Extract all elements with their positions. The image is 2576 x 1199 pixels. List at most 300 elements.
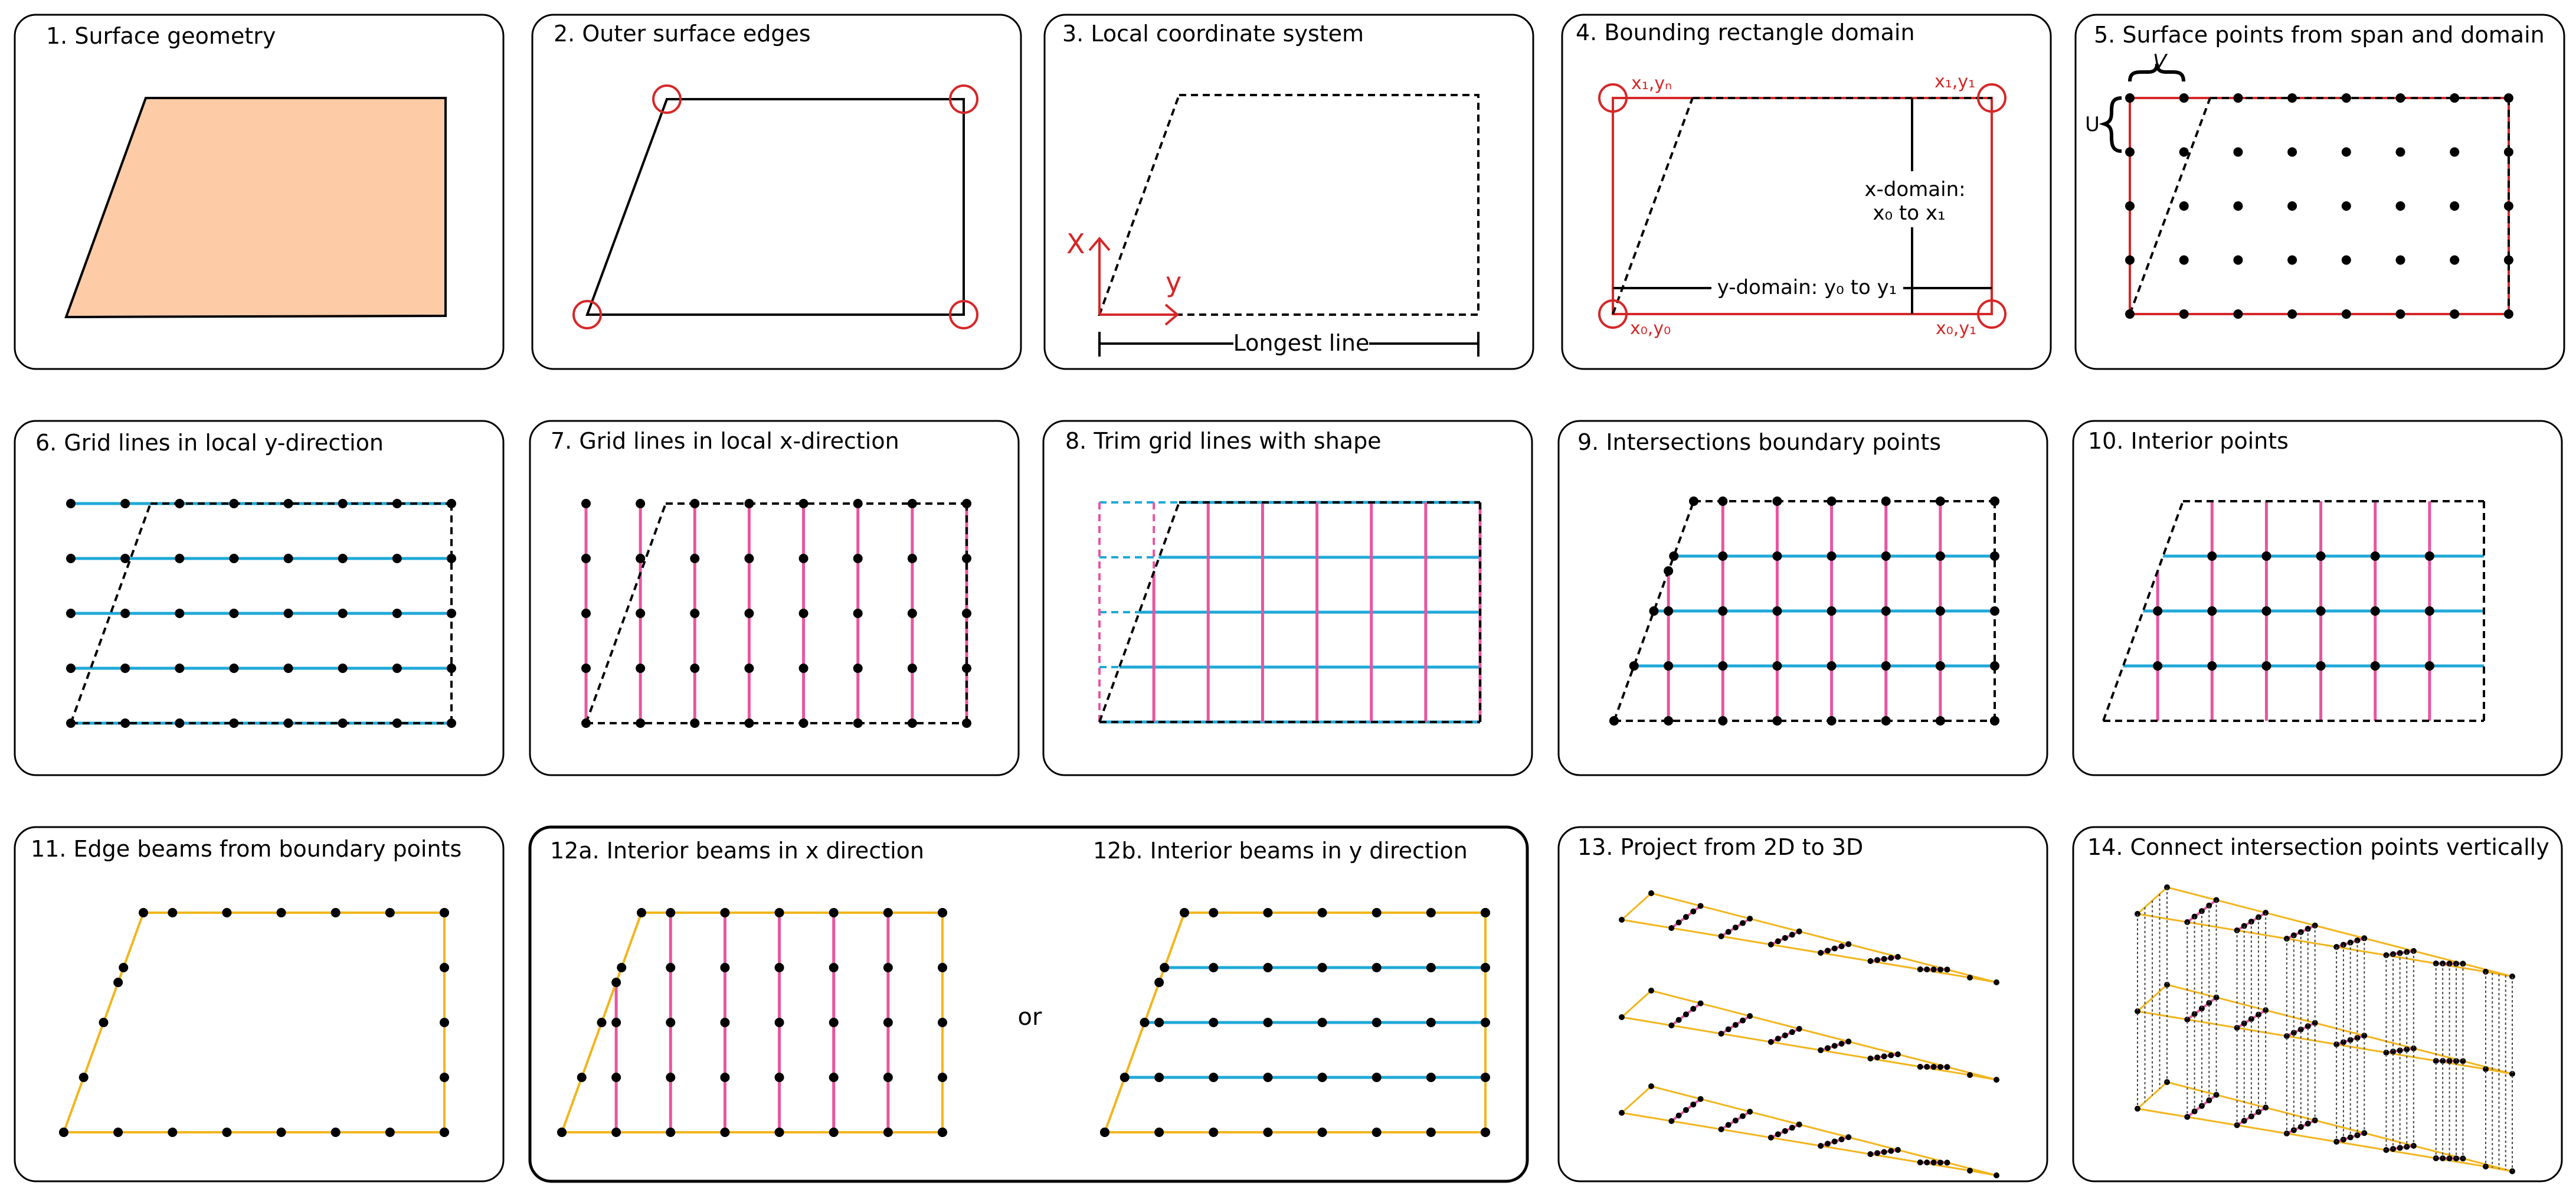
boundary-point — [1481, 908, 1490, 917]
panel-1-title: 1. Surface geometry — [46, 23, 276, 49]
interior-point — [2261, 661, 2271, 671]
panel-12b-title: 12b. Interior beams in y direction — [1093, 838, 1468, 864]
grid-point — [744, 554, 754, 563]
interior-point — [1881, 661, 1891, 671]
layer-point — [1832, 1139, 1838, 1145]
interior-point — [1936, 551, 1945, 561]
grid-point — [2287, 201, 2297, 211]
grid-point — [690, 718, 699, 728]
grid-lines-y-direction — [66, 499, 456, 728]
grid-point — [2233, 256, 2243, 265]
grid-point — [2125, 256, 2135, 265]
boundary-point — [1481, 963, 1490, 972]
layer-point — [1740, 1018, 1746, 1024]
interior-point — [2261, 551, 2271, 561]
grid-point — [581, 499, 591, 508]
panel-2-title: 2. Outer surface edges — [554, 21, 811, 47]
corner-label-bottom-left: x₀,y₀ — [1630, 318, 1671, 339]
grid-point — [229, 718, 238, 728]
axis-y-label: y — [1166, 266, 1182, 298]
layer-point — [1888, 1053, 1894, 1058]
interior-point — [1664, 606, 1673, 616]
grid-point — [229, 664, 238, 673]
boundary-point — [1936, 496, 1945, 506]
grid-point — [447, 664, 456, 673]
layer-point — [1917, 1064, 1923, 1070]
layer-point — [1845, 1038, 1851, 1044]
interior-point — [2371, 661, 2380, 671]
layer-point — [1796, 929, 1802, 935]
layer-point — [1832, 1043, 1838, 1049]
boundary-point — [1664, 566, 1673, 576]
boundary-point — [385, 908, 395, 917]
layer-point — [1931, 1064, 1937, 1070]
boundary-point — [1718, 716, 1727, 726]
layer-point — [1931, 1159, 1937, 1165]
layer-point — [1789, 1029, 1795, 1035]
interior-point — [1664, 661, 1673, 671]
grid-point — [284, 609, 293, 618]
layer-point — [1775, 1035, 1781, 1041]
span-v-label: V — [2153, 50, 2167, 74]
interior-point — [1936, 606, 1945, 616]
grid-point — [2396, 256, 2405, 265]
boundary-point — [597, 1018, 607, 1027]
grid-point — [229, 499, 238, 508]
grid-point — [284, 499, 293, 508]
interior-point — [1209, 963, 1218, 972]
layer-point — [1881, 1053, 1887, 1059]
layer-point — [1648, 890, 1654, 896]
boundary-point — [666, 1128, 675, 1137]
interior-point — [2207, 606, 2217, 616]
layer-point — [1648, 1083, 1654, 1089]
grid-point — [447, 554, 456, 563]
layer-point — [1967, 1072, 1973, 1078]
grid-point — [392, 499, 402, 508]
grid-point — [581, 664, 591, 673]
layer-point — [1839, 1041, 1845, 1047]
grid-point — [229, 554, 238, 563]
layer-point — [1881, 956, 1887, 962]
grid-point — [2342, 93, 2351, 103]
interior-point — [1936, 661, 1945, 671]
boundary-point — [331, 908, 341, 917]
projected-3d-layers — [1619, 890, 1999, 1178]
interior-point — [2316, 661, 2326, 671]
grid-point — [2504, 93, 2513, 103]
layer-point — [1796, 1122, 1802, 1128]
interior-point — [1154, 1018, 1164, 1027]
boundary-point — [775, 908, 784, 917]
grid-point — [962, 499, 971, 508]
layer-point — [1733, 924, 1739, 930]
interior-point — [1154, 1073, 1164, 1082]
layer-point — [1775, 1131, 1781, 1137]
layer-point — [1944, 966, 1950, 972]
interior-point — [883, 1018, 893, 1027]
interior-point — [1772, 551, 1782, 561]
grid-point — [2450, 93, 2459, 103]
layer-point — [1994, 1077, 1999, 1083]
layer-point — [1845, 1134, 1851, 1140]
boundary-point — [168, 1128, 177, 1137]
x-domain-label: x-domain: — [1864, 178, 1966, 201]
boundary-point — [1263, 908, 1272, 917]
layer-point — [1937, 966, 1943, 972]
panel-8-title: 8. Trim grid lines with shape — [1065, 428, 1382, 454]
boundary-point — [119, 963, 128, 972]
layer-point — [1839, 1136, 1845, 1142]
grid-point — [2450, 256, 2459, 265]
layer-point — [1994, 1172, 1999, 1178]
layer-point — [1619, 1110, 1625, 1116]
grid-point — [853, 609, 863, 618]
grid-point — [175, 609, 184, 618]
boundary-point — [637, 908, 646, 917]
grid-point — [392, 554, 402, 563]
grid-point — [338, 499, 348, 508]
interior-point — [775, 1073, 784, 1082]
grid-point — [799, 499, 809, 508]
layer-point — [1924, 1064, 1930, 1070]
layer-point — [1782, 1128, 1788, 1134]
interior-point — [2371, 551, 2380, 561]
interior-point — [2316, 606, 2326, 616]
grid-point — [908, 609, 917, 618]
grid-point — [175, 554, 184, 563]
corner-label-top-left: x₁,yₙ — [1631, 73, 1672, 94]
layer-point — [1924, 966, 1930, 972]
boundary-point — [222, 1128, 231, 1137]
boundary-point — [883, 1128, 893, 1137]
layer-point — [1796, 1026, 1802, 1032]
boundary-point — [1881, 716, 1891, 726]
layer-point — [1832, 946, 1838, 952]
layer-point — [1740, 1113, 1746, 1119]
boundary-point — [1669, 551, 1678, 561]
boundary-point — [1689, 496, 1698, 506]
surface-shape — [66, 98, 446, 317]
layer-point — [1690, 1006, 1696, 1012]
layer-point — [1775, 938, 1781, 944]
boundary-point — [577, 1073, 587, 1082]
boundary-point — [938, 1073, 947, 1082]
panel-6-title: 6. Grid lines in local y-direction — [35, 430, 384, 456]
boundary-point — [99, 1018, 109, 1027]
boundary-point — [1318, 1128, 1327, 1137]
grid-point — [447, 609, 456, 618]
panel-7-title: 7. Grid lines in local x-direction — [551, 428, 899, 454]
boundary-point — [557, 1128, 567, 1137]
layer-point — [1676, 1113, 1682, 1119]
boundary-point — [1936, 716, 1945, 726]
boundary-point — [829, 908, 839, 917]
grid-point — [2233, 201, 2243, 211]
grid-point — [284, 554, 293, 563]
layer-point — [1825, 1141, 1831, 1146]
layer-point — [1768, 942, 1774, 948]
layer-point — [1888, 955, 1894, 961]
boundary-point — [1209, 908, 1218, 917]
boundary-point — [113, 1128, 123, 1137]
layer-point — [1719, 1031, 1724, 1037]
grid-point — [2504, 309, 2513, 319]
boundary-point — [79, 1073, 89, 1082]
grid-point — [2342, 148, 2351, 157]
edge-beams — [59, 908, 449, 1137]
grid-point — [908, 718, 917, 728]
layer-point — [1683, 1011, 1689, 1017]
layer-point — [1782, 935, 1788, 941]
grid-point — [690, 664, 699, 673]
grid-point — [581, 609, 591, 618]
grid-point — [2450, 201, 2459, 211]
grid-point — [2179, 148, 2189, 157]
interior-point — [1209, 1073, 1218, 1082]
grid-point — [2342, 201, 2351, 211]
boundary-point — [1100, 1128, 1109, 1137]
layer-point — [1740, 920, 1746, 926]
span-u-label: U — [2085, 113, 2100, 136]
grid-point — [2233, 148, 2243, 157]
grid-point — [447, 718, 456, 728]
x-domain-range: x₀ to x₁ — [1873, 201, 1946, 225]
dashed-slanted-edge — [1613, 98, 1693, 314]
boundary-point — [775, 1128, 784, 1137]
grid-point — [690, 499, 699, 508]
grid-point — [636, 499, 645, 508]
boundary-point — [222, 908, 231, 917]
grid-point — [2396, 148, 2405, 157]
dashed-slanted-edge — [2130, 98, 2210, 314]
layer-point — [1967, 1168, 1973, 1174]
grid-point — [799, 718, 809, 728]
interior-point — [775, 963, 784, 972]
layer-point — [1726, 1027, 1731, 1033]
interior-point — [1209, 1018, 1218, 1027]
interior-point — [1372, 1073, 1382, 1082]
panel-5-title: 5. Surface points from span and domain — [2094, 22, 2545, 48]
interior-point — [1718, 606, 1727, 616]
boundary-point — [829, 1128, 839, 1137]
vertical-connections-3d — [2135, 884, 2515, 1174]
grid-point — [2504, 256, 2513, 265]
grid-point — [2125, 201, 2135, 211]
grid-point — [581, 554, 591, 563]
interior-point — [2207, 551, 2217, 561]
grid-point — [2125, 93, 2135, 103]
boundary-point — [1481, 1018, 1490, 1027]
grid-point — [338, 718, 348, 728]
grid-point — [2504, 201, 2513, 211]
layer-point — [1874, 957, 1880, 963]
layer-point — [1698, 903, 1704, 909]
grid-point — [392, 664, 402, 673]
boundary-intersections — [1609, 496, 1999, 726]
grid-point — [175, 664, 184, 673]
boundary-point — [1990, 606, 1999, 616]
interior-point — [1318, 963, 1327, 972]
interior-point — [666, 1018, 675, 1027]
interior-point — [2207, 661, 2217, 671]
interior-point — [666, 1073, 675, 1082]
grid-point — [853, 664, 863, 673]
dashed-slanted-edge — [586, 504, 666, 723]
boundary-point — [1154, 1128, 1164, 1137]
layer-point — [1888, 1148, 1894, 1154]
interior-point — [666, 963, 675, 972]
boundary-point — [277, 908, 286, 917]
boundary-point — [1629, 661, 1639, 671]
boundary-point — [1827, 716, 1837, 726]
grid-point — [2233, 309, 2243, 319]
layer-point — [1924, 1159, 1930, 1165]
interior-point — [2425, 551, 2434, 561]
boundary-point — [1881, 496, 1891, 506]
layer-point — [1698, 1001, 1704, 1007]
boundary-point — [1772, 716, 1782, 726]
grid-point — [2125, 148, 2135, 157]
grid-point — [2125, 309, 2135, 319]
layer-point — [1917, 1159, 1923, 1165]
grid-point — [690, 609, 699, 618]
axis-x-label: X — [1066, 228, 1085, 260]
boundary-point — [440, 963, 449, 972]
boundary-point — [1263, 1128, 1272, 1137]
layer-point — [1747, 1013, 1753, 1019]
panel-5-frame — [2076, 15, 2564, 369]
boundary-point — [1990, 661, 1999, 671]
boundary-point — [1649, 606, 1659, 616]
y-domain-label: y-domain: y₀ to y₁ — [1717, 276, 1897, 299]
layer-point — [1874, 1054, 1880, 1060]
grid-point — [284, 718, 293, 728]
grid-point — [853, 554, 863, 563]
grid-point — [66, 499, 76, 508]
layer-point — [1719, 1126, 1724, 1132]
interior-point — [1827, 661, 1837, 671]
boundary-point — [331, 1128, 341, 1137]
interior-point — [2371, 606, 2380, 616]
interior-point — [1426, 1073, 1436, 1082]
grid-point — [120, 664, 130, 673]
interior-point — [829, 1018, 839, 1027]
boundary-point — [611, 1128, 621, 1137]
grid-point — [229, 609, 238, 618]
layer-point — [1845, 941, 1851, 947]
boundary-point — [1372, 1128, 1382, 1137]
grid-point — [338, 664, 348, 673]
layer-point — [1619, 917, 1625, 923]
interior-point — [1718, 661, 1727, 671]
layer-point — [1648, 988, 1654, 994]
layer-point — [1818, 1047, 1824, 1053]
interior-point — [1827, 606, 1837, 616]
panel-10-title: 10. Interior points — [2088, 428, 2289, 454]
interior-point — [1827, 551, 1837, 561]
grid-point — [284, 664, 293, 673]
layer-point — [1839, 943, 1845, 949]
grid-point — [2342, 309, 2351, 319]
interior-point — [1263, 963, 1272, 972]
grid-point — [2504, 148, 2513, 157]
layer-point — [1825, 948, 1831, 953]
grid-point — [636, 664, 645, 673]
layer-point — [1895, 1051, 1901, 1057]
grid-point — [2179, 309, 2189, 319]
interior-beams-y — [1100, 908, 1490, 1137]
boundary-point — [720, 908, 729, 917]
interior-point — [1372, 1018, 1382, 1027]
panel-4-title: 4. Bounding rectangle domain — [1576, 19, 1915, 45]
interior-point — [883, 963, 893, 972]
boundary-point — [938, 908, 947, 917]
boundary-point — [1990, 551, 1999, 561]
grid-point — [120, 718, 130, 728]
layer-point — [1782, 1033, 1788, 1038]
interior-point — [2153, 606, 2162, 616]
outer-edges — [587, 99, 964, 315]
grid-point — [690, 554, 699, 563]
layer-point — [1768, 1135, 1774, 1141]
interior-point — [611, 1018, 621, 1027]
grid-point — [120, 609, 130, 618]
interior-point — [1881, 551, 1891, 561]
layer-point — [1726, 1122, 1731, 1128]
grid-point — [744, 609, 754, 618]
grid-point — [799, 554, 809, 563]
grid-point — [2179, 93, 2189, 103]
interior-point — [1263, 1073, 1272, 1082]
grid-point — [447, 499, 456, 508]
layer-point — [1937, 1159, 1943, 1165]
grid-point — [962, 718, 971, 728]
boundary-point — [720, 1128, 729, 1137]
interior-point — [2261, 606, 2271, 616]
boundary-point — [1664, 716, 1673, 726]
boundary-point — [113, 978, 123, 987]
grid-point — [2287, 309, 2297, 319]
span-u-brace — [2104, 98, 2122, 151]
boundary-point — [1990, 496, 1999, 506]
layer-point — [1668, 925, 1674, 931]
layer-point — [1789, 1125, 1795, 1131]
grid-point — [120, 554, 130, 563]
layer-point — [1668, 1118, 1674, 1124]
grid-point — [2396, 201, 2405, 211]
layer-point — [1698, 1096, 1704, 1102]
boundary-point — [385, 1128, 395, 1137]
panel-13-title: 13. Project from 2D to 3D — [1577, 834, 1864, 860]
layer-point — [1768, 1039, 1774, 1045]
layer-point — [1690, 1102, 1696, 1107]
boundary-point — [1209, 1128, 1218, 1137]
interior-point — [829, 963, 839, 972]
boundary-point — [440, 908, 449, 917]
interior-point — [720, 1073, 729, 1082]
interior-point — [1881, 606, 1891, 616]
interior-point — [1718, 551, 1727, 561]
grid-lines-x-direction — [581, 499, 971, 728]
layer-point — [1917, 966, 1923, 972]
grid-point — [636, 609, 645, 618]
grid-point — [2342, 256, 2351, 265]
panel-3-title: 3. Local coordinate system — [1062, 21, 1364, 47]
grid-point — [962, 554, 971, 563]
boundary-point — [1372, 908, 1382, 917]
boundary-point — [611, 978, 621, 987]
